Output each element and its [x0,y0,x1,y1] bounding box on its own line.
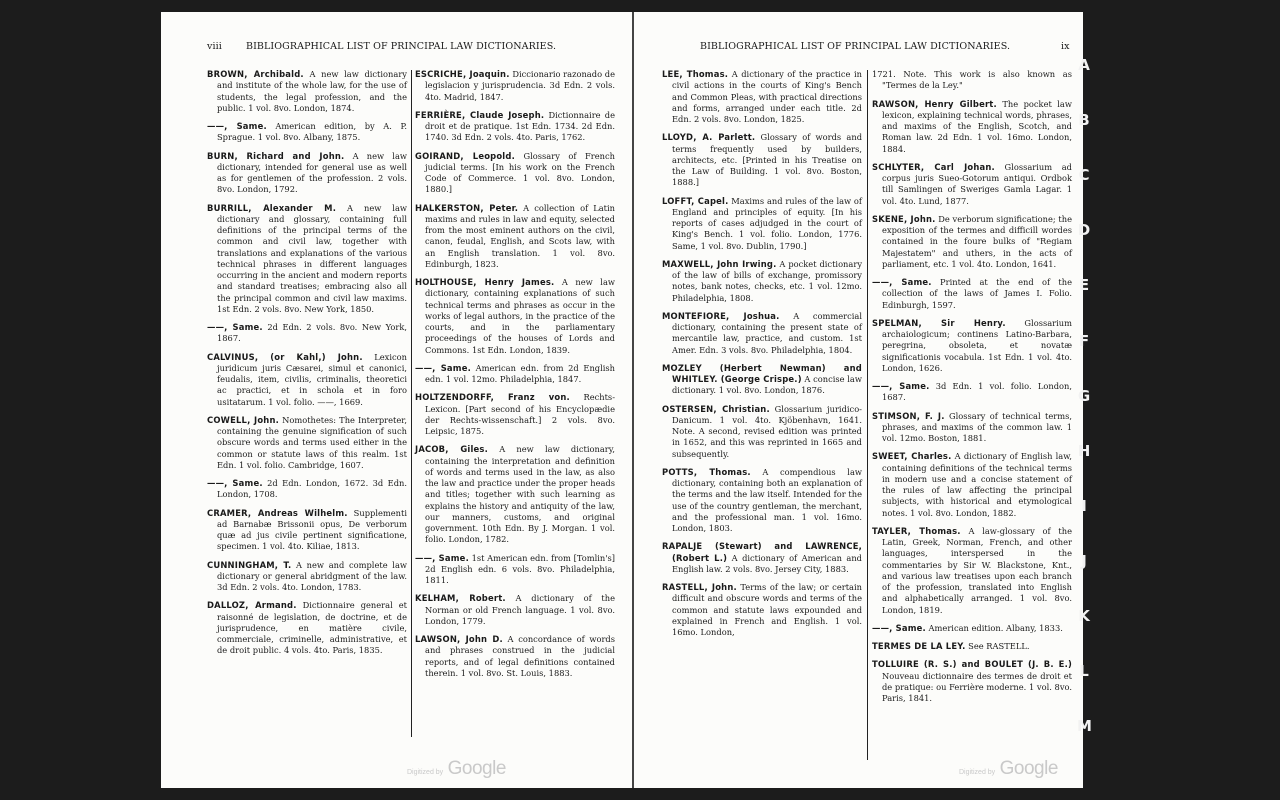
dictionary-entry [662,541,862,575]
dictionary-entry [207,69,407,114]
dictionary-entry [662,467,862,535]
entry-name: ——, Same. [207,478,263,488]
dictionary-entry [415,69,615,103]
dictionary-entry [872,99,1072,155]
entry-name: KELHAM, Robert. [415,593,506,604]
dictionary-entry [207,600,407,656]
left-page-number: viii [207,41,222,52]
dictionary-entry [415,110,615,144]
entry-text: See RASTELL. [965,641,1030,651]
dictionary-entry [872,318,1072,374]
dictionary-entry [207,322,407,345]
dictionary-entry [415,203,615,271]
entry-text: 2d Edn. London, 1672. 3d Edn. London, 1708. [217,478,407,500]
dictionary-entry [662,363,862,397]
thumb-index-letter[interactable]: K [1078,607,1090,625]
dictionary-entry [207,203,407,316]
dictionary-entry [415,553,615,587]
entry-name: TERMES DE LA LEY. [872,641,966,651]
entry-name: CUNNINGHAM, T. [207,559,292,570]
left-column-rule [411,70,412,737]
entry-text: A compendious law dictionary, containing both an explanation of the terms and the law itself. Intended for the use of the country gentleman, the merchant, and the professional man. 1 vol. 16mo. London, 1803. [672,466,862,533]
dictionary-entry [662,311,862,356]
entry-text: A concise law dictionary. 1 vol. 8vo. London, 1876. [672,374,862,396]
thumb-index-letter[interactable]: H [1077,441,1091,460]
right-column-rule [867,70,868,760]
entry-text: A law-glossary of the Latin, Greek, Norman, French, and other languages, interspersed in the commentaries by Sir W. Blackstone, Knt., and various law treatises upon each branch of the profession, translated into English and alphabetically arranged. 1 vol. 8vo. London, 1819. [882,525,1072,615]
entry-name: TOLLUIRE (R. S.) and BOULET (J. B. E.) [872,659,1072,670]
entry-name: ——, Same. [415,362,471,373]
entry-name: RAPALJE (Stewart) and LAWRENCE, (Robert L.) [662,541,862,563]
dictionary-entry [415,392,615,437]
dictionary-entry [415,444,615,545]
entry-name: SPELMAN, Sir Henry. [872,317,1006,328]
entry-text: 2d Edn. 2 vols. 8vo. New York, 1867. [217,322,407,344]
dictionary-entry [872,623,1072,634]
dictionary-entry [207,415,407,471]
dictionary-entry [207,121,407,144]
entry-text: Printed at the end of the collection of the laws of James I. Folio. Edinburgh, 1597. [882,277,1073,310]
entry-text: A dictionary of American and English law. 2 vols. 8vo. Jersey City, 1883. [672,552,862,574]
right-page-header: BIBLIOGRAPHICAL LIST OF PRINCIPAL LAW DICTIONARIES. [700,41,1011,52]
entry-text: 1st American edn. from [Tomlin's] 2d English edn. 6 vols. 8vo. Philadelphia, 1811. [425,552,615,585]
thumb-index-letter[interactable]: D [1077,221,1091,240]
entry-text: Rechts-Lexicon. [Part second of his Encyclopædie der Rechts-wissenschaft.] 2 vols. 8vo. Leipsic, 1875. [425,392,615,436]
entry-name: SCHLYTER, Carl Johan. [872,161,995,172]
entry-name: ——, Same. [872,277,932,287]
entry-text: Maxims and rules of the law of England and principles of equity. [In his reports of cases adjudged in the court of King's Bench. 1 vol. folio. London, 1776. Same, 1 vol. 8vo. Dublin, 1790.] [672,195,862,251]
dictionary-entry [872,526,1072,616]
entry-name: MOZLEY (Herbert Newman) and WHITLEY. (George Crispe.) [662,362,862,384]
entry-text: Glossarium juridico-Danicum. 1 vol. 4to. Kjöbenhavn, 1641. Note. A second, revised edition was printed in 1652, and this was reprinted in 1665 and subsequently. [672,403,862,459]
right-column-2 [872,69,1072,711]
entry-text: American edition, by A. P. Sprague. 1 vol. 8vo. Albany, 1875. [217,121,407,143]
entry-text: American edition. Albany, 1833. [925,622,1063,633]
dictionary-entry [415,277,615,356]
dictionary-entry [872,411,1072,445]
dictionary-entry [415,634,615,679]
entry-name: SWEET, Charles. [872,451,952,462]
entry-text: Dictionnaire de droit et de pratique. 1st Edn. 1734. 2d Edn. 1740. 3d Edn. 2 vols. 4to. Paris, 1762. [425,109,615,143]
entry-text: De verborum significatione; the exposition of the termes and difficill wordes contained in the foure bulks of "Regiam Majestatem" and uthers, in the acts of parliament, etc. 1 vol. 4to. London, 1641. [882,213,1072,269]
dictionary-entry [207,560,407,594]
dictionary-entry [872,451,1072,519]
entry-name: BURRILL, Alexander M. [207,202,337,213]
entry-name: TAYLER, Thomas. [872,525,961,536]
entry-text: A new law dictionary and glossary, containing full definitions of the principal terms of the common and civil law, together with translations and explanations of the various technical phrases in different languages occurring in the ancient and modern reports and standard treatises; embracing also all the principal common and civil law maxims. 1st Edn. 2 vols. 8vo. New York, 1850. [217,202,407,314]
dictionary-entry [872,641,1072,652]
entry-name: JACOB, Giles. [415,444,488,455]
dictionary-entry [872,277,1072,311]
entry-text: Nomothetes: The Interpreter, containing the genuine signification of such obscure words and terms used either in the common or statute laws of this realm. 1st Edn. 1 vol. folio. Cambridge, 1607. [217,414,407,470]
entry-name: ——, Same. [872,381,930,391]
entry-text: A concordance of words and phrases construed in the judicial reports, and of legal definitions contained therein. 1 vol. 8vo. St. Louis, 1883. [425,634,615,678]
entry-text: A new law dictionary and institute of the whole law, for the use of students, the legal profession, and the public. 1 vol. 8vo. London, 1874. [217,69,407,113]
entry-text: Lexicon juridicum juris Cæsarei, simul et canonici, feudalis, item, civilis, criminalis, theoretici ac practici, et in schola et in foro usitatarum. 1 vol. folio. ——, 1669. [217,351,407,407]
entry-name: POTTS, Thomas. [662,466,751,477]
left-page [161,12,632,788]
entry-name: MONTEFIORE, Joshua. [662,310,780,321]
dictionary-entry [662,259,862,304]
dictionary-entry [207,151,407,196]
entry-text: 3d Edn. 1 vol. folio. London, 1687. [882,381,1072,403]
entry-text: Dictionnaire general et raisonné de legislation, de doctrine, et de jurisprudence, en matière civile, commerciale, criminelle, administrative, et de droit public. 4 vols. 4to. Paris, 1835. [217,600,407,656]
entry-name: ——, Same. [207,322,263,332]
entry-text: Terms of the law; or certain difficult and obscure words and terms of the common and statute laws expounded and explained in French and English. 1 vol. 16mo. London, [672,582,862,637]
entry-name: STIMSON, F. J. [872,410,945,421]
entry-text: A new law dictionary, intended for general use as well as for gentlemen of the profession. 2 vols. 8vo. London, 1792. [217,150,407,195]
dictionary-entry [662,69,862,125]
left-column-2 [415,69,615,686]
entry-text: American edn. from 2d English edn. 1 vol. 12mo. Philadelphia, 1847. [425,362,616,384]
entry-name: HALKERSTON, Peter. [415,202,519,213]
entry-name: BURN, Richard and John. [207,150,345,161]
entry-text: A new law dictionary, containing the interpretation and definition of words and terms used in the law, as also the law and practice under the proper heads and titles; together with such learning as explains the history and antiquity of the law, our manners, customs, and original government. 10th Edn. By J. Morgan. 1 vol. folio. London, 1782. [425,444,615,545]
entry-text: A dictionary of the Norman or old French language. 1 vol. 8vo. London, 1779. [425,593,615,626]
entry-text: A new and complete law dictionary or general abridgment of the law. 3d Edn. 2 vols. 4to. London, 1783. [217,559,407,592]
entry-text: A pocket dictionary of the law of bills of exchange, promissory notes, bank notes, checks, etc. 1 vol. 12mo. Philadelphia, 1808. [672,258,863,303]
thumb-index-letter[interactable]: A [1078,56,1090,74]
entry-name: OSTERSEN, Christian. [662,403,770,414]
dictionary-entry [415,151,615,196]
entry-text: Glossary of French judicial terms. [In his work on the French Code of Commerce. 1 vol. 8vo. London, 1880.] [425,150,615,195]
dictionary-entry [872,69,1072,92]
entry-name: ——, Same. [872,622,926,633]
entry-name: RASTELL, John. [662,582,737,592]
entry-text: Glossarium archaiologicum; continens Latino-Barbara, peregrina, obsoleta, et novatæ significationis vocabula. 1st Edn. 1 vol. 4to. London, 1626. [882,317,1072,373]
entry-text: A dictionary of English law, containing definitions of the technical terms in modern use and a concise statement of the rules of law affecting the principal subjects, with historical and etymological notes. 1 vol. 8vo. London, 1882. [882,451,1072,518]
thumb-index-letter[interactable]: C [1078,166,1090,185]
dictionary-entry [662,582,862,638]
left-google-watermark: Digitized by Google [407,758,506,779]
entry-name: ESCRICHE, Joaquin. [415,69,510,79]
entry-text: A new law dictionary, containing explanations of such technical terms and phrases as occur in the works of legal authors, in the practice of the courts, and in the parliamentary proceedings of the houses of Lords and Commons. 1st Edn. London, 1839. [425,277,615,355]
entry-name: FERRIÈRE, Claude Joseph. [415,109,545,120]
thumb-index-letter[interactable]: L [1079,662,1089,681]
dictionary-entry [872,214,1072,270]
dictionary-entry [662,196,862,252]
thumb-index-letter[interactable]: J [1081,551,1087,570]
right-google-watermark: Digitized by Google [959,758,1058,779]
thumb-index-letter[interactable]: F [1078,331,1090,350]
dictionary-entry [872,381,1072,404]
entry-text: A dictionary of the practice in civil actions in the courts of King's Bench and Common Pleas, with practical directions and forms, arranged under each title. 2d Edn. 2 vols. 8vo. London, 1825. [672,69,862,124]
entry-name: ——, Same. [415,552,469,563]
entry-name: GOIRAND, Leopold. [415,150,515,161]
entry-name: LOFFT, Capel. [662,195,729,206]
entry-text: Glossary of technical terms, phrases, and maxims of the common law. 1 vol. 12mo. Boston, 1881. [882,410,1072,443]
entry-text: Supplementi ad Barnabæ Brissonii opus, De verborum quæ ad jus civile pertinent significatione, specimen. 1 vol. 4to. Kiliae, 1813. [217,507,407,552]
dictionary-entry [207,352,407,408]
dictionary-entry [415,593,615,627]
entry-name: MAXWELL, John Irwing. [662,258,777,269]
entry-name: LAWSON, John D. [415,634,503,644]
thumb-index-letter[interactable]: M [1077,717,1092,736]
entry-name: LEE, Thomas. [662,69,729,79]
entry-name: COWELL, John. [207,414,280,425]
entry-name: RAWSON, Henry Gilbert. [872,98,997,109]
entry-text: Glossary of words and terms frequently used by builders, architects, etc. [Printed in his Treatise on the Law of Building. 1 vol. 8vo. Boston, 1888.] [672,132,863,188]
entry-name: DALLOZ, Armand. [207,600,297,611]
thumb-index-letter[interactable]: G [1077,386,1091,405]
entry-text: A collection of Latin maxims and rules in law and equity, selected from the most eminent authors on the civil, canon, feudal, English, and Scots law, with an English translation. 1 vol. 8vo. Edinburgh, 1823. [425,202,615,269]
left-page-header: BIBLIOGRAPHICAL LIST OF PRINCIPAL LAW DICTIONARIES. [246,41,557,52]
dictionary-entry [872,659,1072,704]
entry-name: CRAMER, Andreas Wilhelm. [207,507,348,518]
entry-text: Nouveau dictionnaire des termes de droit et de pratique: ou Ferrière moderne. 1 vol. 8vo. Paris, 1841. [882,670,1072,703]
left-column-1 [207,69,407,664]
entry-text: The pocket law lexicon, explaining technical words, phrases, and maxims of the English, Scotch, and Roman law. 2d Edn. 1 vol. 16mo. London, 1884. [882,98,1072,154]
entry-name: HOLTHOUSE, Henry James. [415,277,555,287]
right-page [634,12,1083,788]
entry-name: LLOYD, A. Parlett. [662,132,756,143]
thumb-index-letter[interactable]: I [1081,496,1087,515]
entry-name: SKENE, John. [872,213,936,224]
dictionary-entry [207,508,407,553]
dictionary-entry [662,132,862,188]
dictionary-entry [872,162,1072,207]
dictionary-entry [415,363,615,386]
entry-text: 1721. Note. This work is also known as "Termes de la Ley." [872,69,1072,91]
thumb-index-letter[interactable]: E [1078,276,1090,295]
right-column-1 [662,69,862,645]
dictionary-entry [207,478,407,501]
entry-name: ——, Same. [207,121,267,131]
entry-text: A commercial dictionary, containing the present state of mercantile law, practice, and custom. 1st Amer. Edn. 3 vols. 8vo. Philadelphia, 1804. [672,310,862,355]
thumb-index-letter[interactable]: B [1078,111,1090,130]
entry-text: Glossarium ad corpus juris Sueo-Gotorum antiqui. Ordbok till Samlingen of Sweriges Gamla Lagar. 1 vol. 4to. Lund, 1877. [882,161,1072,206]
entry-text: Diccionario razonado de legislacion y jurisprudencia. 3d Edn. 2 vols. 4to. Madrid, 1847. [425,69,615,102]
dictionary-entry [662,404,862,460]
right-page-number: ix [1061,41,1070,52]
entry-name: CALVINUS, (or Kahl,) John. [207,351,363,362]
entry-name: HOLTZENDORFF, Franz von. [415,392,570,403]
entry-name: BROWN, Archibald. [207,69,304,79]
